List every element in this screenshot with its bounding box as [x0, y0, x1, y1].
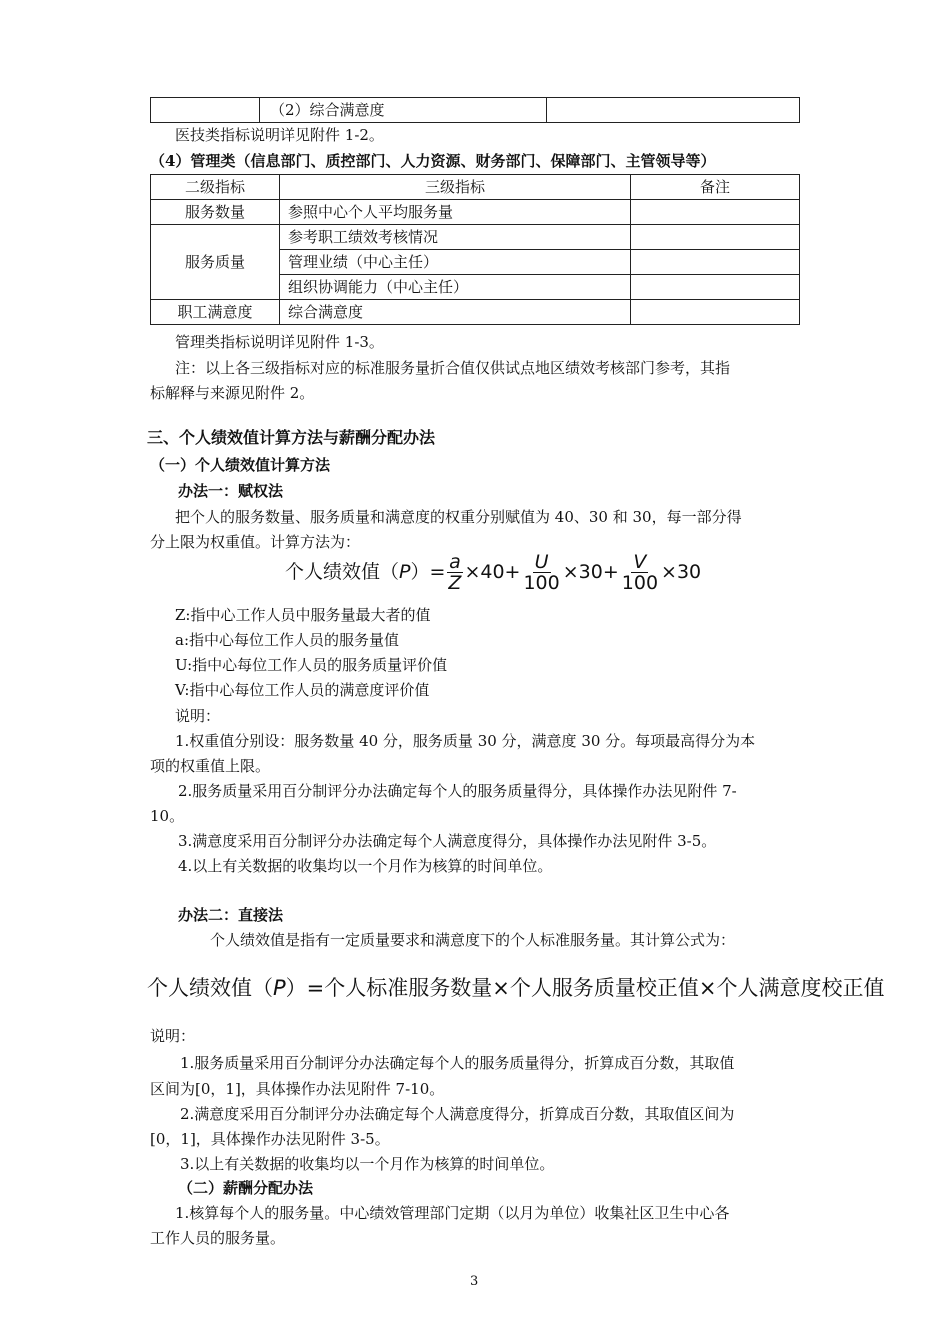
fraction-a-over-z — [446, 552, 463, 593]
table-row — [151, 300, 800, 325]
formula-p-symbol: P — [273, 976, 286, 1000]
top-table-cell-satisfaction: （2）综合满意度 — [260, 98, 547, 123]
table-row — [151, 200, 800, 225]
method-1-item-1-line-1: 1.权重值分别设：服务数量 40 分，服务质量 30 分，满意度 30 分。每项最高得分为本 — [175, 732, 756, 750]
method-2-para: 个人绩效值是指有一定质量要求和满意度下的个人标准服务量。其计算公式为： — [210, 931, 736, 949]
top-table-cell-note — [547, 98, 800, 123]
cell-remark — [631, 225, 800, 250]
method-2-explanation-label: 说明： — [150, 1027, 196, 1045]
page-number: 3 — [470, 1274, 479, 1289]
method-1-title: 办法一：赋权法 — [178, 482, 284, 500]
formula-lhs: 个人绩效值（ — [147, 976, 273, 1000]
method-1-item-1-line-2: 项的权重值上限。 — [150, 757, 271, 775]
formula-weighted — [285, 552, 701, 593]
cell-staff-satisfaction: 职工满意度 — [151, 300, 280, 325]
fraction-denominator: 100 — [621, 572, 659, 594]
section-3-title: 三、个人绩效值计算方法与薪酬分配办法 — [147, 428, 436, 447]
method-2-item-3: 3.以上有关数据的收集均以一个月作为核算的时间单位。 — [180, 1155, 555, 1173]
table-row — [151, 225, 800, 250]
fraction-numerator: V — [633, 551, 647, 573]
top-table-fragment — [150, 97, 800, 123]
header-level2: 二级指标 — [151, 175, 280, 200]
cell-avg-service: 参照中心个人平均服务量 — [280, 200, 631, 225]
table-header-row — [151, 175, 800, 200]
formula-lhs: 个人绩效值（ — [285, 561, 400, 583]
subsection-1-title: （一）个人绩效值计算方法 — [150, 456, 331, 474]
fraction-denominator: 100 — [523, 572, 560, 594]
cell-service-quality: 服务质量 — [151, 225, 280, 300]
definition-v: V:指中心每位工作人员的满意度评价值 — [175, 681, 430, 699]
formula-direct — [147, 972, 884, 1002]
header-level3: 三级指标 — [280, 175, 631, 200]
header-remarks: 备注 — [631, 175, 800, 200]
yiji-note: 医技类指标说明详见附件 1-2。 — [175, 126, 384, 144]
cell-remark — [631, 300, 800, 325]
fraction-v-over-100 — [620, 552, 660, 593]
note-line-1: 注：以上各三级指标对应的标准服务量折合值仅供试点地区绩效考核部门参考，其指 — [175, 359, 731, 377]
cell-coordination: 组织协调能力（中心主任） — [280, 275, 631, 300]
cell-remark — [631, 275, 800, 300]
fraction-numerator: U — [534, 551, 549, 573]
definition-a: a:指中心每位工作人员的服务量值 — [175, 631, 399, 649]
mgmt-table — [150, 174, 800, 325]
formula-term-3: ×30 — [661, 561, 702, 583]
fraction-u-over-100 — [521, 552, 561, 593]
subsection-2-title: （二）薪酬分配办法 — [178, 1179, 314, 1197]
cell-staff-assessment: 参考职工绩效考核情况 — [280, 225, 631, 250]
fraction-numerator: a — [449, 551, 461, 573]
cell-overall-satisfaction: 综合满意度 — [280, 300, 631, 325]
cell-service-quantity: 服务数量 — [151, 200, 280, 225]
formula-term-1: ×40+ — [464, 561, 521, 583]
fraction-denominator: Z — [448, 572, 462, 594]
formula-term-2: ×30+ — [562, 561, 619, 583]
pay-item-1-line-1: 1.核算每个人的服务量。中心绩效管理部门定期（以月为单位）收集社区卫生中心各 — [175, 1204, 730, 1222]
pay-item-1-line-2: 工作人员的服务量。 — [150, 1229, 286, 1247]
cell-mgmt-performance: 管理业绩（中心主任） — [280, 250, 631, 275]
method-1-item-3: 3.满意度采用百分制评分办法确定每个人满意度得分，具体操作办法见附件 3-5。 — [178, 832, 717, 850]
mgmt-note: 管理类指标说明详见附件 1-3。 — [175, 333, 384, 351]
method-1-item-2-line-2: 10。 — [150, 807, 185, 825]
cell-remark — [631, 250, 800, 275]
method-2-item-2-line-1: 2.满意度采用百分制评分办法确定每个人满意度得分，折算成百分数，其取值区间为 — [180, 1105, 735, 1123]
method-2-item-2-line-2: [0，1]，具体操作办法见附件 3-5。 — [150, 1130, 390, 1148]
method-1-item-2-line-1: 2.服务质量采用百分制评分办法确定每个人的服务质量得分，具体操作办法见附件 7- — [178, 782, 737, 800]
formula-p-symbol: P — [399, 561, 411, 583]
formula-rhs: ）=个人标准服务数量×个人服务质量校正值×个人满意度校正值 — [285, 976, 885, 1000]
note-line-2: 标解释与来源见附件 2。 — [150, 384, 315, 402]
formula-eq: ）= — [410, 561, 446, 583]
method-2-item-1-line-1: 1.服务质量采用百分制评分办法确定每个人的服务质量得分，折算成百分数，其取值 — [180, 1054, 735, 1072]
top-table-cell-empty — [151, 98, 260, 123]
definition-z: Z:指中心工作人员中服务量最大者的值 — [175, 606, 431, 624]
method-1-para-line-1: 把个人的服务数量、服务质量和满意度的权重分别赋值为 40、30 和 30，每一部分得 — [175, 508, 742, 526]
method-2-item-1-line-2: 区间为[0，1]，具体操作办法见附件 7-10。 — [150, 1080, 445, 1098]
method-2-title: 办法二：直接法 — [178, 906, 284, 924]
mgmt-heading: （4）管理类（信息部门、质控部门、人力资源、财务部门、保障部门、主管领导等） — [150, 152, 716, 170]
method-1-para-line-2: 分上限为权重值。计算方法为： — [150, 533, 361, 551]
definition-u: U:指中心每位工作人员的服务质量评价值 — [175, 656, 448, 674]
method-1-explanation-label: 说明： — [175, 707, 221, 725]
method-1-item-4: 4.以上有关数据的收集均以一个月作为核算的时间单位。 — [178, 857, 553, 875]
cell-remark — [631, 200, 800, 225]
